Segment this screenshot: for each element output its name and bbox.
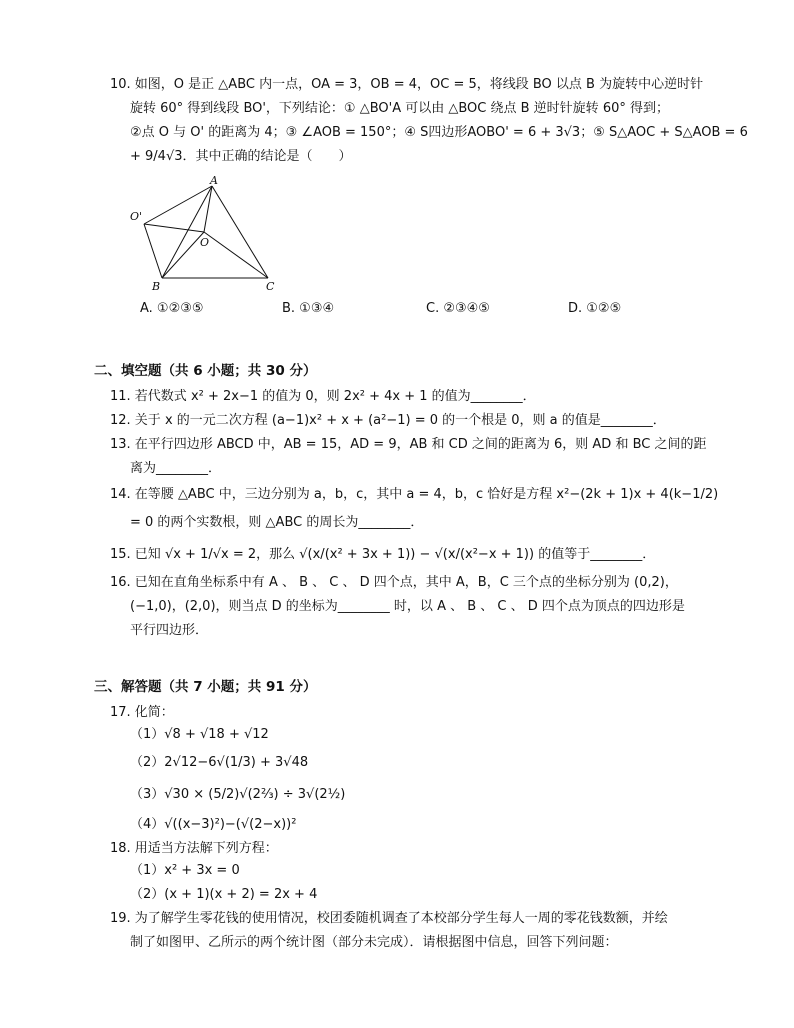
q17-item-2: （2）2√12−6√(1/3) + 3√48 (130, 755, 309, 770)
q10-option-c: C. ②③④⑤ (426, 301, 490, 316)
q14-line-2: = 0 的两个实数根，则 △ABC 的周长为________． (130, 515, 424, 530)
q10-line-1: 10. 如图，O 是正 △ABC 内一点，OA = 3，OB = 4，OC = 5，将线段 BO 以点 B 为旋转中心逆时针 (110, 77, 704, 92)
edge-AC (212, 186, 268, 278)
q16-line-1: 16. 已知在直角坐标系中有 A 、 B 、 C 、 D 四个点，其中 A，B，C 三个点的坐标分别为 (0,2)， (110, 575, 678, 590)
q12: 12. 关于 x 的一元二次方程 (a−1)x² + x + (a²−1) = 0 的一个根是 0，则 a 的值是________． (110, 413, 666, 428)
label-A: A (210, 176, 218, 187)
q16-line-3: 平行四边形． (130, 623, 209, 638)
q10-triangle-figure (128, 176, 298, 296)
q10-line-2: 旋转 60° 得到线段 BO'，下列结论：① △BO'A 可以由 △BOC 绕点 B 逆时针旋转 60° 得到； (130, 101, 669, 116)
label-O-prime: O' (130, 210, 143, 223)
q15: 15. 已知 √x + 1/√x = 2，那么 √(x/(x² + 3x + 1)) − √(x/(x²−x + 1)) 的值等于________． (110, 547, 656, 562)
q10-option-b: B. ①③④ (282, 301, 335, 316)
q18-item-1: （1）x² + 3x = 0 (130, 863, 240, 878)
q19-line-1: 19. 为了解学生零花钱的使用情况，校团委随机调查了本校部分学生每人一周的零花钱数额，并绘 (110, 911, 668, 926)
q13-line-1: 13. 在平行四边形 ABCD 中，AB = 15，AD = 9，AB 和 CD 之间的距离为 6，则 AD 和 BC 之间的距 (110, 437, 707, 452)
q10-option-a: A. ①②③⑤ (140, 301, 204, 316)
segment-OO-prime (144, 224, 204, 232)
q17-item-4: （4）√((x−3)²)−(√(2−x))² (130, 817, 297, 832)
segment-BO-prime (144, 224, 162, 278)
label-C: C (266, 280, 275, 293)
q16-line-2: (−1,0)，(2,0)，则当点 D 的坐标为________ 时，以 A 、 B 、 C 、 D 四个点为顶点的四边形是 (130, 599, 685, 614)
q10-option-d: D. ①②⑤ (568, 301, 622, 316)
q10-line-3: ②点 O 与 O' 的距离为 4；③ ∠AOB = 150°；④ S四边形AOBO' = 6 + 3√3；⑤ S△AOC + S△AOB = 6 (130, 125, 748, 140)
q18: 18. 用适当方法解下列方程： (110, 841, 278, 856)
q10-line-4: + 9/4√3．其中正确的结论是（ ） (130, 149, 352, 164)
section-3-title: 三、解答题（共 7 小题；共 91 分） (94, 679, 317, 695)
q17: 17. 化简： (110, 705, 174, 720)
segment-OC (204, 232, 268, 278)
q13-line-2: 离为________． (130, 461, 222, 476)
label-B: B (152, 280, 161, 293)
q17-item-3: （3）√30 × (5/2)√(2⅔) ÷ 3√(2½) (130, 787, 346, 802)
q14-line-1: 14. 在等腰 △ABC 中，三边分别为 a，b，c，其中 a = 4，b，c 恰好是方程 x²−(2k + 1)x + 4(k−1/2) (110, 487, 719, 502)
q18-item-2: （2）(x + 1)(x + 2) = 2x + 4 (130, 887, 318, 902)
q19-line-2: 制了如图甲、乙所示的两个统计图（部分未完成）．请根据图中信息，回答下列问题： (130, 935, 618, 950)
section-2-title: 二、填空题（共 6 小题；共 30 分） (94, 363, 317, 379)
label-O: O (200, 236, 210, 249)
q17-item-1: （1）√8 + √18 + √12 (130, 727, 269, 742)
q11: 11. 若代数式 x² + 2x−1 的值为 0，则 2x² + 4x + 1 的值为________． (110, 389, 536, 404)
